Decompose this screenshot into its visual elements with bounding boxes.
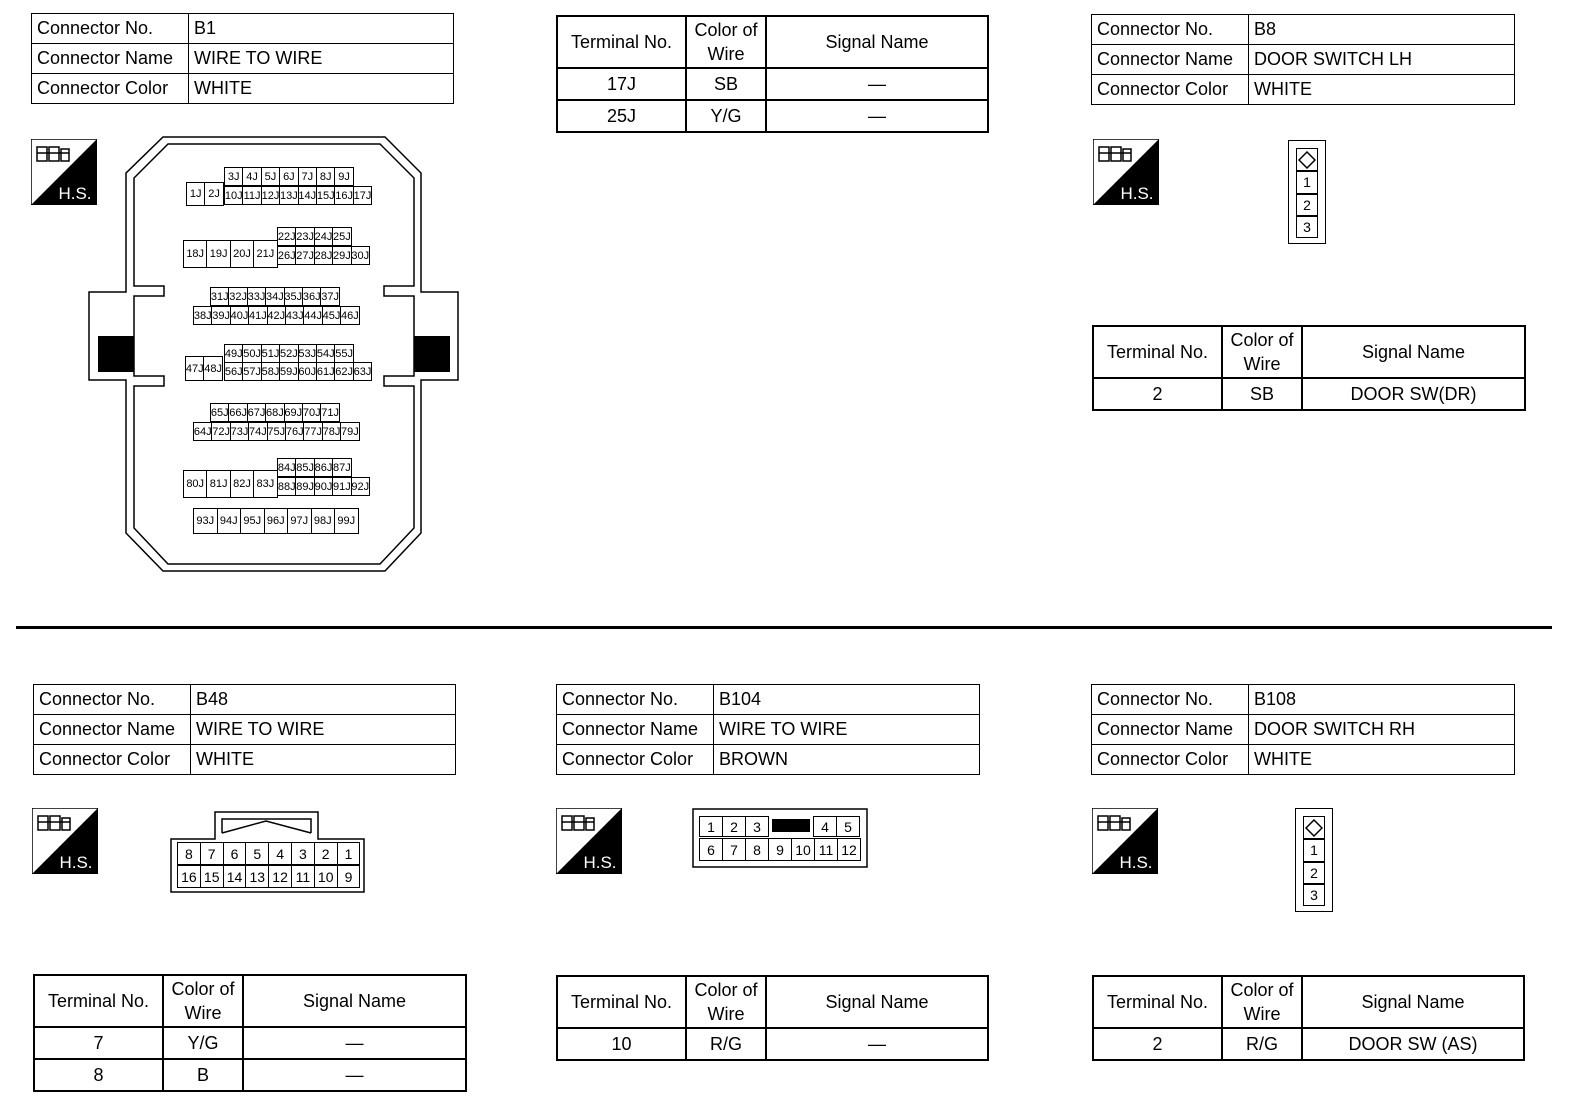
pin-cell: 15 — [200, 865, 224, 888]
wire-color-cell: Y/G — [163, 1027, 243, 1059]
pin-cell: 11 — [291, 865, 315, 888]
wire-color-cell: SB — [1222, 378, 1302, 410]
pin-cell: 2 — [314, 842, 338, 865]
connector-no-label: Connector No. — [34, 685, 191, 715]
pin-cell: 99J — [334, 508, 359, 534]
signal-name-header: Signal Name — [766, 16, 988, 68]
key-diamond-icon — [1298, 151, 1316, 169]
b104-connector-no: B104 — [714, 685, 980, 715]
pin-cell: 9 — [337, 865, 361, 888]
color-of-wire-header: Color of Wire — [686, 16, 766, 68]
b8-connector-no: B8 — [1249, 15, 1515, 45]
pin-cell: 2J — [204, 182, 223, 206]
pin-cell: 95J — [240, 508, 265, 534]
pin-cell: 32J — [228, 287, 247, 306]
pin-cell: 2 — [722, 816, 746, 837]
pin-cell: 65J — [210, 403, 229, 422]
pin-cell: 12 — [268, 865, 292, 888]
pin-cell: 25J — [332, 227, 351, 246]
b48-connector-color: WHITE — [191, 745, 456, 775]
connector-no-label: Connector No. — [32, 14, 189, 44]
pin-cell: 27J — [295, 246, 314, 265]
terminal-cell: 8 — [34, 1059, 163, 1091]
pin-cell: 88J — [277, 477, 296, 496]
pin-cell: 20J — [230, 240, 254, 268]
pin-cell: 84J — [277, 458, 296, 477]
pin-cell: 62J — [334, 362, 353, 381]
pin-cell: 55J — [334, 344, 353, 363]
pin-cell: 33J — [247, 287, 266, 306]
pin-cell: 28J — [314, 246, 333, 265]
terminal-cell: 25J — [557, 100, 686, 132]
signal-cell: — — [243, 1027, 466, 1059]
pin-cell: 12J — [261, 186, 280, 205]
b8-connector-name: DOOR SWITCH LH — [1249, 45, 1515, 75]
pin-cell: 66J — [228, 403, 247, 422]
pin-cell: 4J — [242, 167, 261, 186]
pin-cell: 6 — [699, 838, 723, 861]
connector-no-label: Connector No. — [1092, 685, 1249, 715]
pin-cell: 8J — [316, 167, 335, 186]
pin-cell: 16J — [334, 186, 353, 205]
pin-cell: 47J — [185, 356, 204, 381]
pin-cell: 13J — [279, 186, 298, 205]
pin-cell: 29J — [332, 246, 351, 265]
wire-color-cell: B — [163, 1059, 243, 1091]
terminal-no-header: Terminal No. — [1093, 976, 1222, 1028]
signal-cell: — — [766, 1028, 988, 1060]
pin-cell: 50J — [242, 344, 261, 363]
connector-no-label: Connector No. — [1092, 15, 1249, 45]
pin-cell: 24J — [314, 227, 333, 246]
harness-side-icon — [556, 808, 622, 874]
pin-cell: 21J — [253, 240, 277, 268]
pin-cell: 51J — [261, 344, 280, 363]
pin-cell: 91J — [332, 477, 351, 496]
pin-cell: 6J — [279, 167, 298, 186]
b108-connector-no: B108 — [1249, 685, 1515, 715]
color-of-wire-header: Color of Wire — [1222, 976, 1302, 1028]
pin-cell: 58J — [261, 362, 280, 381]
terminal-cell: 2 — [1093, 1028, 1222, 1060]
pin-cell: 5 — [836, 816, 860, 837]
pin-cell: 3 — [1303, 218, 1311, 235]
svg-text:H.S.: H.S. — [1119, 853, 1153, 872]
pin-cell: 38J — [193, 306, 212, 325]
pin-cell: 74J — [248, 422, 267, 441]
connector-color-label: Connector Color — [32, 74, 189, 104]
b104-info-table — [556, 684, 980, 775]
pin-cell: 96J — [264, 508, 289, 534]
b48-connector-name: WIRE TO WIRE — [191, 715, 456, 745]
b1-connector-no: B1 — [189, 14, 454, 44]
pin-cell: 64J — [193, 422, 212, 441]
pin-cell: 7J — [298, 167, 317, 186]
pin-cell: 89J — [295, 477, 314, 496]
b1-connector-color: WHITE — [189, 74, 454, 104]
pin-cell: 5J — [261, 167, 280, 186]
signal-name-header: Signal Name — [1302, 976, 1524, 1028]
table-row — [1093, 378, 1525, 410]
signal-cell: — — [243, 1059, 466, 1091]
pin-cell: 4 — [268, 842, 292, 865]
pin-cell: 5 — [245, 842, 269, 865]
b48-info-table — [33, 684, 456, 775]
pin-cell: 12 — [837, 838, 861, 861]
svg-text:H.S.: H.S. — [583, 853, 617, 872]
pin-cell: 17J — [353, 186, 372, 205]
pin-cell: 30J — [351, 246, 370, 265]
signal-cell: — — [766, 100, 988, 132]
pin-cell: 19J — [206, 240, 230, 268]
pin-cell: 59J — [279, 362, 298, 381]
pin-cell: 45J — [322, 306, 341, 325]
b108-signal-table — [1092, 975, 1525, 1061]
terminal-cell: 7 — [34, 1027, 163, 1059]
pin-cell: 71J — [320, 403, 339, 422]
b104-connector-color: BROWN — [714, 745, 980, 775]
pin-cell: 7 — [200, 842, 224, 865]
pin-cell: 4 — [813, 816, 837, 837]
harness-side-icon — [1092, 808, 1158, 874]
pin-cell: 57J — [242, 362, 261, 381]
pin-cell: 78J — [322, 422, 341, 441]
pin-cell: 40J — [230, 306, 249, 325]
pin-cell: 2 — [1310, 864, 1318, 881]
color-of-wire-header: Color of Wire — [1222, 326, 1302, 378]
svg-text:H.S.: H.S. — [58, 184, 92, 203]
table-row — [557, 1028, 988, 1060]
b108-connector — [1295, 808, 1333, 912]
pin-cell: 54J — [316, 344, 335, 363]
connector-color-label: Connector Color — [557, 745, 714, 775]
b104-connector-name: WIRE TO WIRE — [714, 715, 980, 745]
b8-connector — [1288, 140, 1326, 244]
b48-connector-no: B48 — [191, 685, 456, 715]
pin-cell: 8 — [745, 838, 769, 861]
terminal-no-header: Terminal No. — [1093, 326, 1222, 378]
color-of-wire-header: Color of Wire — [163, 975, 243, 1027]
svg-text:H.S.: H.S. — [59, 853, 93, 872]
pin-cell: 1 — [699, 816, 723, 837]
table-row — [34, 1027, 466, 1059]
signal-name-header: Signal Name — [243, 975, 466, 1027]
pin-cell: 42J — [267, 306, 286, 325]
pin-cell: 93J — [193, 508, 218, 534]
pin-cell: 53J — [298, 344, 317, 363]
pin-cell: 87J — [332, 458, 351, 477]
harness-side-icon — [32, 808, 98, 874]
connector-color-label: Connector Color — [34, 745, 191, 775]
pin-cell: 11J — [242, 186, 261, 205]
pin-cell: 70J — [302, 403, 321, 422]
b104-signal-table — [556, 975, 989, 1061]
pin-cell: 1J — [186, 182, 205, 206]
pin-cell: 9J — [334, 167, 353, 186]
pin-cell: 10 — [314, 865, 338, 888]
b1-info-table — [31, 13, 454, 104]
pin-cell: 85J — [295, 458, 314, 477]
pin-cell: 60J — [298, 362, 317, 381]
pin-cell: 41J — [248, 306, 267, 325]
wire-color-cell: SB — [686, 68, 766, 100]
pin-cell: 44J — [303, 306, 322, 325]
pin-cell: 73J — [230, 422, 249, 441]
pin-cell: 52J — [279, 344, 298, 363]
pin-cell: 22J — [277, 227, 296, 246]
pin-cell: 98J — [311, 508, 336, 534]
pin-cell: 69J — [284, 403, 303, 422]
pin-cell: 18J — [183, 240, 207, 268]
table-row — [34, 1059, 466, 1091]
signal-cell: DOOR SW (AS) — [1302, 1028, 1524, 1060]
wire-color-cell: R/G — [1222, 1028, 1302, 1060]
pin-cell: 2 — [1303, 196, 1311, 213]
pin-cell: 11 — [814, 838, 838, 861]
pin-cell: 1 — [337, 842, 361, 865]
table-row — [557, 68, 988, 100]
b1-connector-name: WIRE TO WIRE — [189, 44, 454, 74]
connector-color-label: Connector Color — [1092, 745, 1249, 775]
terminal-no-header: Terminal No. — [34, 975, 163, 1027]
pin-cell: 14 — [223, 865, 247, 888]
pin-cell: 26J — [277, 246, 296, 265]
pin-cell: 63J — [353, 362, 372, 381]
key-diamond-icon — [1305, 819, 1323, 837]
pin-cell: 83J — [253, 470, 277, 498]
pin-cell: 82J — [230, 470, 254, 498]
pin-cell: 67J — [247, 403, 266, 422]
pin-cell: 72J — [211, 422, 230, 441]
pin-cell: 3 — [745, 816, 769, 837]
pin-cell: 7 — [722, 838, 746, 861]
pin-cell: 68J — [265, 403, 284, 422]
pin-cell: 6 — [223, 842, 247, 865]
harness-side-icon — [1093, 139, 1159, 205]
signal-name-header: Signal Name — [766, 976, 988, 1028]
pin-cell: 97J — [287, 508, 312, 534]
signal-name-header: Signal Name — [1302, 326, 1525, 378]
pin-cell: 56J — [224, 362, 243, 381]
pin-cell: 94J — [217, 508, 242, 534]
pin-cell: 37J — [320, 287, 339, 306]
pin-cell: 49J — [224, 344, 243, 363]
connector-name-label: Connector Name — [1092, 715, 1249, 745]
pin-cell: 9 — [768, 838, 792, 861]
pin-cell: 75J — [267, 422, 286, 441]
pin-cell: 86J — [314, 458, 333, 477]
signal-cell: — — [766, 68, 988, 100]
b8-signal-table — [1092, 325, 1526, 411]
pin-cell: 23J — [295, 227, 314, 246]
b48-signal-table — [33, 974, 467, 1092]
terminal-cell: 2 — [1093, 378, 1222, 410]
connector-name-label: Connector Name — [34, 715, 191, 745]
connector-name-label: Connector Name — [1092, 45, 1249, 75]
pin-cell: 90J — [314, 477, 333, 496]
pin-cell: 48J — [203, 356, 222, 381]
pin-cell: 76J — [285, 422, 304, 441]
pin-cell: 13 — [245, 865, 269, 888]
pin-cell: 61J — [316, 362, 335, 381]
connector-color-label: Connector Color — [1092, 75, 1249, 105]
b108-connector-color: WHITE — [1249, 745, 1515, 775]
pin-cell: 3J — [224, 167, 243, 186]
pin-cell: 16 — [177, 865, 201, 888]
pin-cell: 1 — [1310, 841, 1318, 858]
pin-cell: 79J — [340, 422, 359, 441]
pin-cell: 36J — [302, 287, 321, 306]
pin-cell: 3 — [291, 842, 315, 865]
color-of-wire-header: Color of Wire — [686, 976, 766, 1028]
terminal-no-header: Terminal No. — [557, 976, 686, 1028]
terminal-cell: 17J — [557, 68, 686, 100]
connector-name-label: Connector Name — [32, 44, 189, 74]
pin-cell: 10 — [791, 838, 815, 861]
table-row — [1093, 1028, 1524, 1060]
pin-cell: 34J — [265, 287, 284, 306]
pin-cell: 92J — [351, 477, 370, 496]
pin-cell: 14J — [298, 186, 317, 205]
terminal-cell: 10 — [557, 1028, 686, 1060]
wire-color-cell: Y/G — [686, 100, 766, 132]
pin-cell: 46J — [340, 306, 359, 325]
pin-cell: 8 — [177, 842, 201, 865]
pin-cell: 15J — [316, 186, 335, 205]
pin-cell: 43J — [285, 306, 304, 325]
pin-cell: 10J — [224, 186, 243, 205]
b108-info-table — [1091, 684, 1515, 775]
b8-connector-color: WHITE — [1249, 75, 1515, 105]
terminal-no-header: Terminal No. — [557, 16, 686, 68]
b108-connector-name: DOOR SWITCH RH — [1249, 715, 1515, 745]
section-divider — [16, 626, 1552, 629]
pin-cell: 77J — [303, 422, 322, 441]
pin-cell: 1 — [1303, 173, 1311, 190]
wire-color-cell: R/G — [686, 1028, 766, 1060]
signal-cell: DOOR SW(DR) — [1302, 378, 1525, 410]
svg-text:H.S.: H.S. — [1120, 184, 1154, 203]
b8-info-table — [1091, 14, 1515, 105]
pin-cell: 31J — [210, 287, 229, 306]
pin-cell: 39J — [211, 306, 230, 325]
table-row — [557, 100, 988, 132]
pin-cell: 35J — [284, 287, 303, 306]
pin-cell: 3 — [1310, 886, 1318, 903]
connector-no-label: Connector No. — [557, 685, 714, 715]
b1-signal-table — [556, 15, 989, 133]
pin-cell: 81J — [206, 470, 230, 498]
connector-name-label: Connector Name — [557, 715, 714, 745]
pin-cell: 80J — [183, 470, 207, 498]
